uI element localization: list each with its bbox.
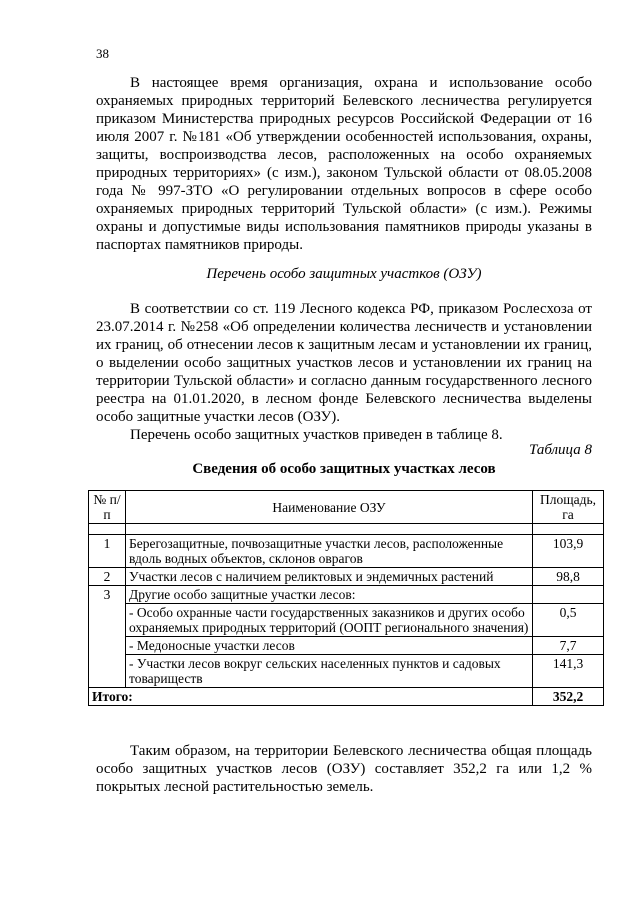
paragraph-protected-territories: В настоящее время организация, охрана и использование особо охраняемых природных территорий Белевского лесничества регулируется приказом Министерства природных ресурсов Российской Федерации от 16 июля 2007 г. №181 «Об утверждении особенностей использования, охраны, защиты, воспроизводства лесов, расположенных на особо охраняемых природных территориях» (с изм.), законом Тульской области от 08.05.2008 года № 997-ЗТО «О регулировании отдельных вопросов в сфере особо охраняемых природных территорий Тульской области» (с изм.). Режимы охраны и допустимые виды использования памятников природы указаны в паспортах памятников природы. (96, 75, 592, 253)
table-total-row (89, 688, 604, 706)
total-label: Итого: (89, 688, 533, 706)
header-area: Площадь, га (533, 491, 604, 524)
cell-num: 1 (89, 535, 126, 568)
cell-name: Участки лесов с наличием реликтовых и эндемичных растений (126, 568, 533, 586)
paragraph-table-reference: Перечень особо защитных участков приведен в таблице 8. (130, 427, 503, 443)
table-row (89, 586, 604, 604)
table-row (89, 535, 604, 568)
paragraph-summary: Таким образом, на территории Белевского лесничества общая площадь особо защитных участков лесов (ОЗУ) составляет 352,2 га или 1,2 % покрытых лесной растительностью земель. (96, 743, 592, 795)
cell-area: 98,8 (533, 568, 604, 586)
section-heading: Перечень особо защитных участков (ОЗУ) (206, 266, 482, 282)
cell-area (533, 586, 604, 604)
table-label: Таблица 8 (529, 442, 592, 458)
cell-area: 0,5 (533, 604, 604, 637)
cell-name: - Медоносные участки лесов (126, 637, 533, 655)
cell-name: - Участки лесов вокруг сельских населенных пунктов и садовых товариществ (126, 655, 533, 688)
cell-area: 103,9 (533, 535, 604, 568)
cell-area: 141,3 (533, 655, 604, 688)
table-row (89, 655, 604, 688)
total-value: 352,2 (533, 688, 604, 706)
cell-name: - Особо охранные части государственных заказников и других особо охраняемых природных территорий (ООПТ регионального значения) (126, 604, 533, 637)
table-spacer-row (89, 524, 604, 535)
table-header-row (89, 491, 604, 524)
header-num: № п/п (89, 491, 126, 524)
cell-num: 3 (89, 586, 126, 688)
page-number: 38 (96, 46, 109, 61)
cell-num: 2 (89, 568, 126, 586)
table-row (89, 637, 604, 655)
cell-name: Берегозащитные, почвозащитные участки лесов, расположенные вдоль водных объектов, склонов оврагов (126, 535, 533, 568)
cell-name: Другие особо защитные участки лесов: (126, 586, 533, 604)
paragraph-ozu-allocation: В соответствии со ст. 119 Лесного кодекса РФ, приказом Рослесхоза от 23.07.2014 г. №258 «Об определении количества лесничеств и установлении их границ, об отнесении лесов к защитным лесам и установлении их границ, о выделении особо защитных участков лесов и установлении их границ на территории Тульской области» и согласно данным государственного лесного реестра на 01.01.2020, в лесном фонде Белевского лесничества выделены особо защитные участки лесов (ОЗУ). (96, 301, 592, 425)
cell-area: 7,7 (533, 637, 604, 655)
table-row (89, 568, 604, 586)
table-row (89, 604, 604, 637)
header-name: Наименование ОЗУ (126, 491, 533, 524)
table-title: Сведения об особо защитных участках лесов (192, 461, 496, 477)
ozu-table (88, 490, 604, 706)
